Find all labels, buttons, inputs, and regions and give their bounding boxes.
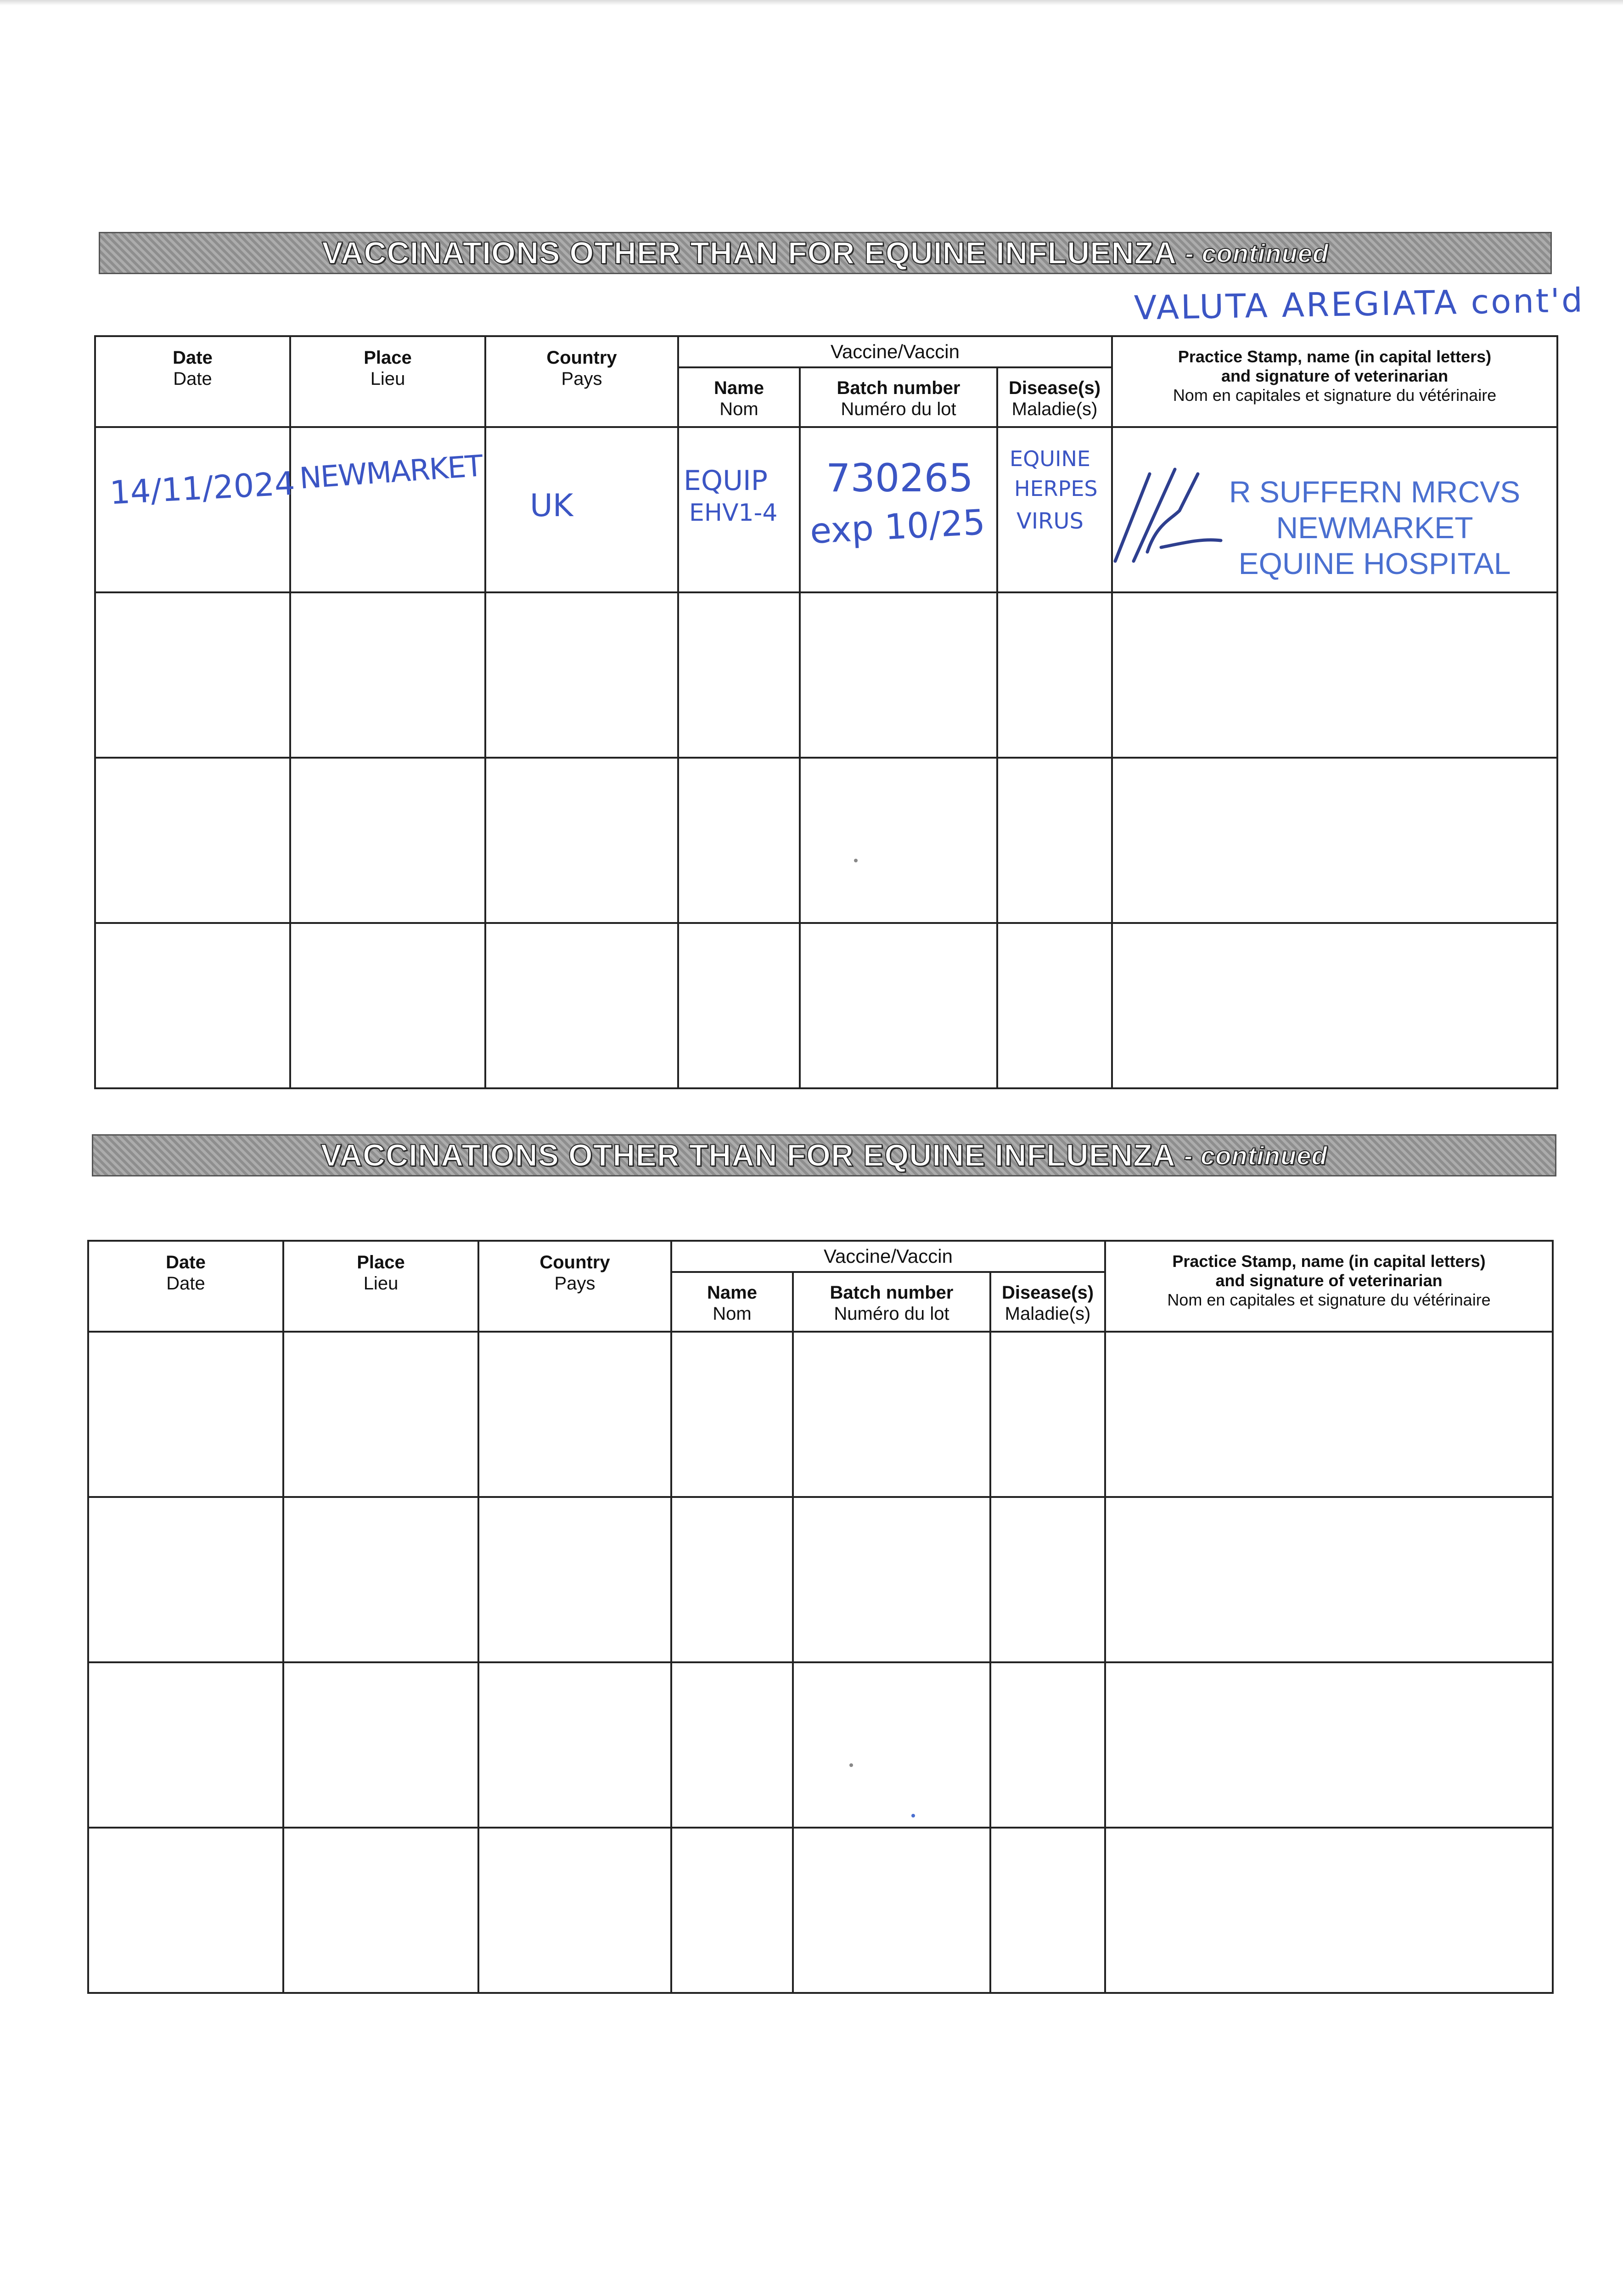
stamp-cell[interactable] [1105,1828,1553,1993]
entry-date: 14/11/2024 [109,464,296,512]
vaccine-name-cell[interactable] [671,1497,793,1662]
banner-continued: - continued [1185,238,1329,268]
date-cell[interactable] [88,1828,283,1993]
date-cell[interactable] [95,923,290,1088]
country-header: Country Pays [478,1241,671,1332]
date-header: Date Date [95,336,290,427]
place-cell[interactable] [283,1332,478,1497]
table-row [88,1497,1553,1662]
country-cell[interactable] [485,923,678,1088]
table-row [88,1828,1553,1993]
date-cell[interactable] [88,1662,283,1828]
country-cell[interactable] [478,1332,671,1497]
scan-speck [849,1763,853,1767]
banner-title: VACCINATIONS OTHER THAN FOR EQUINE INFLUENZA [320,1138,1176,1173]
place-cell[interactable] [290,592,485,758]
date-cell[interactable] [88,1497,283,1662]
entry-place: NEWMARKET [298,449,483,496]
header-row [88,1241,1553,1272]
table-row [88,1332,1553,1497]
vaccine-name-cell[interactable] [678,427,800,592]
entry-vaccine-name-1: EQUIP [684,465,768,497]
place-cell[interactable] [283,1662,478,1828]
disease-header: Disease(s) Maladie(s) [997,367,1112,427]
table-row [88,1662,1553,1828]
practice-stamp [1191,474,1558,581]
banner-title: VACCINATIONS OTHER THAN FOR EQUINE INFLUENZA [321,236,1177,270]
entry-vaccine-name-2: EHV1-4 [689,499,778,527]
country-cell[interactable] [485,758,678,923]
batch-number-cell[interactable] [800,592,997,758]
batch-number-cell[interactable] [793,1828,990,1993]
stamp-cell[interactable] [1112,758,1557,923]
vaccine-name-cell[interactable] [678,758,800,923]
stamp-line-3: EQUINE HOSPITAL [1238,546,1511,580]
banner-continued: - continued [1184,1141,1328,1170]
batch-number-cell[interactable] [800,758,997,923]
entry-disease-2: HERPES [1014,476,1098,501]
stamp-line-1: R SUFFERN MRCVS [1229,475,1521,509]
place-cell[interactable] [283,1497,478,1662]
date-cell[interactable] [88,1332,283,1497]
stamp-cell[interactable] [1112,592,1557,758]
country-cell[interactable] [485,427,678,592]
batch-header: Batch number Numéro du lot [800,367,997,427]
entry-batch-number: 730265 [826,456,973,501]
disease-header: Disease(s) Maladie(s) [990,1272,1105,1332]
disease-cell[interactable] [990,1497,1105,1662]
batch-number-cell[interactable] [800,427,997,592]
disease-cell[interactable] [997,758,1112,923]
place-cell[interactable] [290,427,485,592]
stamp-cell[interactable] [1105,1662,1553,1828]
name-header: Name Nom [671,1272,793,1332]
page-top-edge [0,0,1623,6]
stamp-cell[interactable] [1112,923,1557,1088]
batch-number-cell[interactable] [800,923,997,1088]
batch-number-cell[interactable] [793,1662,990,1828]
entry-disease-1: EQUINE [1010,446,1090,471]
place-header: Place Lieu [283,1241,478,1332]
disease-cell[interactable] [997,427,1112,592]
disease-cell[interactable] [990,1828,1105,1993]
country-cell[interactable] [478,1662,671,1828]
entry-disease-3: VIRUS [1016,508,1084,534]
vaccination-table-2 [87,1240,1554,1994]
date-cell[interactable] [95,427,296,592]
batch-header: Batch number Numéro du lot [793,1272,990,1332]
entry-country: UK [530,488,573,524]
date-header: Date Date [88,1241,283,1332]
vaccine-name-cell[interactable] [671,1332,793,1497]
vaccine-name-cell[interactable] [678,592,800,758]
stamp-cell[interactable] [1112,427,1557,592]
disease-cell[interactable] [997,592,1112,758]
table-row [95,758,1557,923]
place-cell[interactable] [290,923,485,1088]
disease-cell[interactable] [990,1332,1105,1497]
table-row [95,923,1557,1088]
place-cell[interactable] [290,758,485,923]
vaccine-name-cell[interactable] [678,923,800,1088]
table-row [95,592,1557,758]
vaccine-name-cell[interactable] [671,1662,793,1828]
header-row [95,336,1557,367]
stamp-header: Practice Stamp, name (in capital letters) and signature of veterinarian Nom en capitales et signature du vétérinaire [1112,336,1557,427]
country-header: Country Pays [485,336,678,427]
place-cell[interactable] [283,1828,478,1993]
stamp-header: Practice Stamp, name (in capital letters) and signature of veterinarian Nom en capitales et signature du vétérinaire [1105,1241,1553,1332]
batch-number-cell[interactable] [793,1332,990,1497]
vaccination-table-1 [94,335,1558,1089]
scan-speck [911,1814,915,1818]
table-row [95,427,1557,592]
vaccine-group-header: Vaccine/Vaccin [678,336,1112,367]
place-header: Place Lieu [290,336,485,427]
handwritten-note: VALUTA AREGIATA cont'd [1134,281,1585,327]
date-cell[interactable] [95,758,290,923]
stamp-cell[interactable] [1105,1332,1553,1497]
stamp-line-2: NEWMARKET [1276,511,1473,545]
batch-number-cell[interactable] [793,1497,990,1662]
entry-batch-expiry: exp 10/25 [809,501,986,551]
country-cell[interactable] [485,592,678,758]
section-2-banner [92,1134,1556,1176]
vaccine-group-header: Vaccine/Vaccin [671,1241,1105,1272]
date-cell[interactable] [95,592,290,758]
scan-speck [854,859,858,862]
country-cell[interactable] [478,1828,671,1993]
vaccine-name-cell[interactable] [671,1828,793,1993]
disease-cell[interactable] [997,923,1112,1088]
name-header: Name Nom [678,367,800,427]
section-1-banner [99,232,1552,274]
country-cell[interactable] [478,1497,671,1662]
stamp-cell[interactable] [1105,1497,1553,1662]
disease-cell[interactable] [990,1662,1105,1828]
